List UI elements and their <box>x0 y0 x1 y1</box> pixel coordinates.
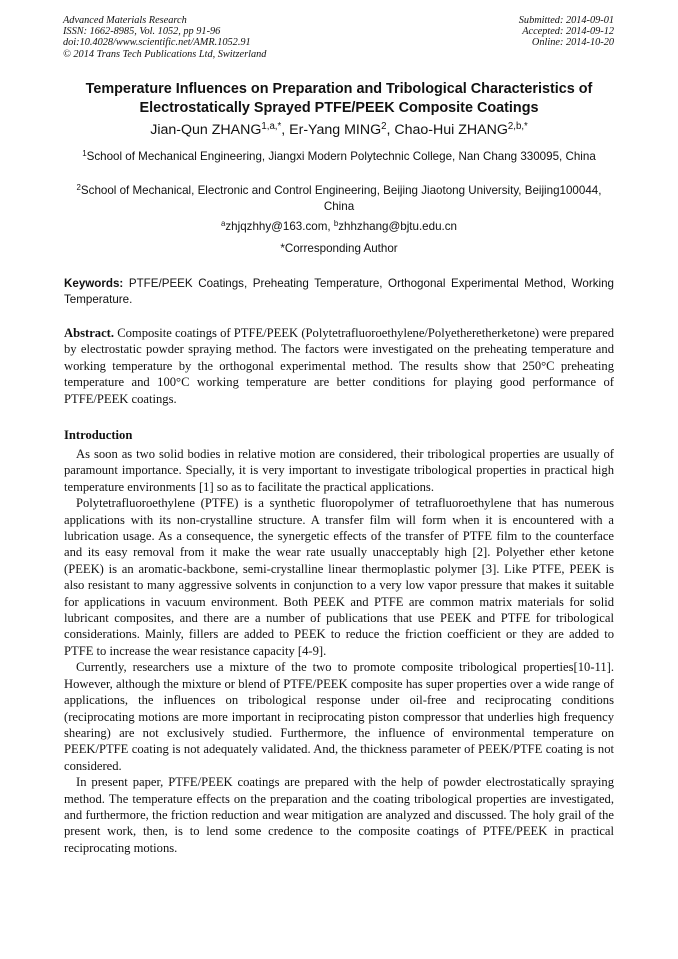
online-date: Online: 2014-10-20 <box>531 37 614 49</box>
email-address: zhhzhang@bjtu.edu.cn <box>338 220 457 233</box>
author-superscript: 2,b,* <box>507 121 528 133</box>
email-line <box>40 219 638 235</box>
section-heading-introduction: Introduction <box>64 428 133 442</box>
corresponding-author-note: *Corresponding Author <box>280 242 398 255</box>
copyright-line: © 2014 Trans Tech Publications Ltd, Switzerland <box>63 48 267 60</box>
abstract-label: Abstract. <box>64 326 115 340</box>
author-name: Chao-Hui ZHANG <box>394 122 508 138</box>
paragraph: Polytetrafluoroethylene (PTFE) is a synthetic fluoropolymer of tetrafluoroethylene that has numerous applications with its non-crystalline structure. A transfer film will form when it is encountered with a lubrication usage. As a consequence, the synergetic effects of the transfer of PTFE film to the counterface and its easy removal from it make the wear rate usually unacceptably high [2]. Polyether ether ketone (PEEK) is an aromatic-backbone, semi-crystalline linear thermoplastic polymer [3]. Like PTFE, PEEK is also resistant to many aggressive solvents in conjunction to a very low vapor pressure that makes it suitable for applications in vacuum environment. Both PEEK and PTFE are common matrix materials for solid lubricant composites, and there are a number of publications that use PEEK and PTFE for tribological considerations. Mainly, fillers are added to PEEK to reduce the friction coefficient or they are added to PTFE to increase the wear resistance capacity [4-9]. <box>64 496 614 658</box>
author-name: Jian-Qun ZHANG <box>150 122 262 138</box>
author-name: Er-Yang MING <box>289 122 382 138</box>
journal-name: Advanced Materials Research <box>63 15 187 26</box>
dates-header <box>519 15 614 49</box>
email-superscript: b <box>333 219 339 229</box>
keywords-block <box>64 276 614 308</box>
submitted-date: Submitted: 2014-09-01 <box>518 15 614 26</box>
email-separator: , <box>327 220 334 233</box>
keywords-text: PTFE/PEEK Coatings, Preheating Temperature, Orthogonal Experimental Method, Working Temperature. <box>64 277 614 306</box>
doi-line: doi:10.4028/www.scientific.net/AMR.1052.91 <box>63 37 251 49</box>
affiliation-text: School of Mechanical Engineering, Jiangxi Modern Polytechnic College, Nan Chang 330095, China <box>86 150 596 163</box>
paragraph: Currently, researchers use a mixture of the two to promote composite tribological properties[10-11]. However, although the mixture or blend of PTFE/PEEK composite has super properties over a wide range of applications, the influences on tribological response under oil-free and reciprocating conditions (reciprocating motions are more important in reciprocating piston compressor that underlies high frequency shearing) are not exclusively studied. Furthermore, the influence of environmental temperature on PEEK/PTFE coating is not adequately validated. And, the thickness parameter of PEEK/PTFE coating is not considered. <box>64 660 614 773</box>
journal-header <box>63 15 266 60</box>
author-separator: , <box>281 122 290 138</box>
keywords-label: Keywords: <box>64 277 124 290</box>
email-superscript: a <box>220 219 226 229</box>
affiliation-text: School of Mechanical, Electronic and Control Engineering, Beijing Jiaotong University, Beijing100044, China <box>80 184 602 213</box>
abstract-block <box>64 325 614 407</box>
issn-line: ISSN: 1662-8985, Vol. 1052, pp 91-96 <box>63 26 221 38</box>
accepted-date: Accepted: 2014-09-12 <box>522 26 614 38</box>
paragraph: In present paper, PTFE/PEEK coatings are prepared with the help of powder electrostatically spraying method. The temperature effects on the preparation and the coating tribological properties are investigated, and furthermore, the friction reduction and wear mitigation are analyzed and discussed. The holy grail of the present work, then, is to lend some credence to the composite coatings of PTFE/PEEK in practical reciprocating motions. <box>64 775 614 855</box>
affiliation-1 <box>70 149 608 165</box>
paragraph: As soon as two solid bodies in relative motion are considered, their tribological properties are usually of paramount importance. Specially, it is very important to investigate tribological properties in practical high temperature environments [1] so as to facilitate the practical applications. <box>64 447 614 494</box>
email-address: zhjqzhhy@163.com <box>225 220 328 233</box>
author-superscript: 1,a,* <box>261 121 282 133</box>
abstract-text: Composite coatings of PTFE/PEEK (Polytetrafluoroethylene/Polyetheretherketone) were prepared by electrostatic powder spraying method. The factors were investigated on the preheating temperature and working temperature by the orthogonal experimental method. The results show that 250°C preheating temperature and 100°C working temperature are better conditions for playing good performance of PTFE/PEEK coatings. <box>64 326 614 406</box>
author-superscript: 2 <box>381 121 387 133</box>
author-separator: , <box>386 122 395 138</box>
affiliation-2 <box>70 183 608 215</box>
author-list <box>40 121 638 139</box>
affiliation-superscript: 1 <box>82 149 87 159</box>
affiliation-superscript: 2 <box>76 183 81 193</box>
paper-title: Temperature Influences on Preparation and Tribological Characteristics of Electrostatically Sprayed PTFE/PEEK Composite Coatings <box>85 81 593 116</box>
introduction-body <box>64 446 614 856</box>
